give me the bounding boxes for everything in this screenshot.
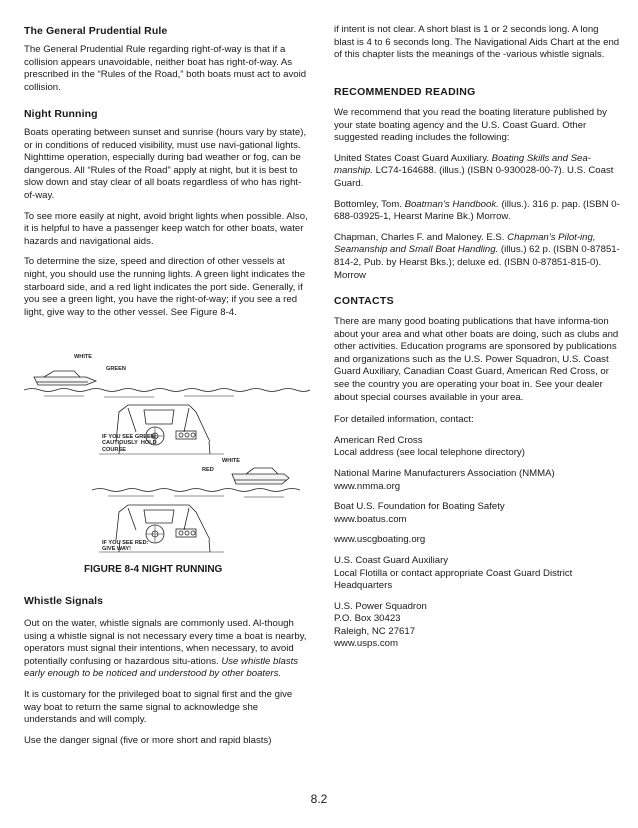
contact-red-cross: American Red Cross Local address (see local telephone directory) [334,434,525,459]
general-rule-section [24,25,310,94]
whistle-continuation: if intent is not clear. A short blast is 1 or 2 seconds long. A long blast is 4 to 6 seconds long. The Navigational Aids Chart at the end of this chapter lists the meanings of the -various whistle signals. [334,24,620,61]
ref-2-author: Bottomley, Tom. [334,198,405,210]
night-running-p3: To determine the size, speed and direction of other vessels at night, you should use the running lights. A green light indicates the starboard side, and a red light indicates the port side. Generally, if you see a green light, you have the right-of-way; if you see a red light, give way to the other vessel. See Figure 8-4. [24,256,306,318]
reading-ref-1 [334,153,620,191]
recommended-reading-heading: RECOMMENDED READING [334,86,476,98]
whistle-p1 [24,618,310,681]
contact-nmma: National Marine Manufacturers Association (NMMA) www.nmma.org [334,467,555,492]
ref-2-title: Boatman’s Handbook. [404,198,499,210]
contacts-detail: For detailed information, contact: [334,414,474,426]
general-rule-body: The General Prudential Rule regarding right-of-way is that if a collision appears unavoidable, neither boat has right-of-way. As prescribed in the “Rules of the Road,” both boats must act to avoid collision. [24,44,307,93]
contacts-section [334,295,620,651]
recommended-reading-section [334,86,620,282]
contacts-intro: There are many good boating publications that have informa-tion about your area and what other boats are doing, such as clubs and other activities. Education programs are sponsored by publications and organizations such as the U.S. Power Squadron, U.S. Coast Guard Auxiliary, Canadian Coast Guard, American Red Cross, or see the country you are operating your boat in. See your dealer about special courses available in your area. [334,316,619,403]
whistle-heading: Whistle Signals [24,595,104,607]
contact-boatus: Boat U.S. Foundation for Boating Safety www.boatus.com [334,501,505,525]
general-rule-heading: The General Prudential Rule [24,25,168,37]
ref-1-author: United States Coast Guard Auxiliary. [334,152,492,164]
label-red: RED [202,467,214,473]
contacts-heading: CONTACTS [334,295,394,307]
ref-3-details: (illus.) 62 p. (ISBN 0-87851-814-2, Pub. by Hearst Bks.); deluxe ed. (ISBN 0-87851-815-0). Morrow [334,244,620,281]
label-green: GREEN [106,366,126,372]
whistle-p1-italic: Use whistle blasts early enough to be noticed and understood by other boaters. [24,655,299,680]
label-white-middle: WHITE [222,458,241,464]
label-white-top: WHITE [74,354,93,360]
ref-2-details: (illus.). 316 p. pap. (ISBN 0-688-03925-1, Hearst Marine Bk.) Morrow. [334,198,620,223]
contact-uscgboating: www.uscgboating.org [334,534,426,546]
ref-1-details: LC74-164688. (illus.) (ISBN 0-930028-00-7). U.S. Coast Guard. [334,165,614,189]
contact-cg-auxiliary: U.S. Coast Guard Auxiliary Local Flotilla or contact appropriate Coast Guard District Headquarters [334,554,573,592]
figure-caption: FIGURE 8-4 NIGHT RUNNING [84,564,223,575]
reading-ref-2 [334,199,620,224]
page-number: 8.2 [310,792,328,806]
figure-night-running [24,350,310,582]
night-running-section [24,108,310,319]
ref-3-title: Chapman’s Pilot-ing, Seamanship and Small Boat Handling. [334,231,596,256]
contact-power-squadron: U.S. Power Squadron P.O. Box 30423 Raleigh, NC 27617 www.usps.com [334,600,427,650]
whistle-p1-text: Out on the water, whistle signals are commonly used. Al-though using a whistle signal is not necessary every time a boat is nearby, operators must signal their intentions, when necessary, to avoid potentially confusing or hazardous situ-ations. [24,618,307,667]
ref-3-author: Chapman, Charles F. and Maloney. E.S. [334,231,508,243]
whistle-p3: Use the danger signal (five or more short and rapid blasts) [24,734,272,746]
whistle-section [24,595,310,747]
night-running-p1: Boats operating between sunset and sunrise (hours vary by state), or in conditions of reduced visibility, must use navi-gational lights. Nighttime operation, especially during bad weather or fog, can be dangerous. All “Rules of the Road” apply at night, but it is best to slow down and stay clear of all boats regardless of who has right-of-way. [24,127,307,201]
label-if-red: IF YOU SEE RED: GIVE WAY! [102,540,149,553]
night-running-illustration [24,350,310,565]
night-running-p2: To see more easily at night, avoid bright lights when possible. Also, it is helpful to have a passenger keep watch for other boats, water hazards and navigational aids. [24,210,308,247]
reading-ref-3 [334,232,620,282]
ref-1-title: Boating Skills and Sea-manship. [334,152,591,177]
label-if-green: IF YOU SEE GREEN: CAUTIOUSLY HOLD COURSE [102,434,157,453]
night-running-heading: Night Running [24,108,98,120]
whistle-p2: It is customary for the privileged boat to signal first and the give way boat to return the same signal to acknowledge she understands and will comply. [24,688,293,726]
reading-intro: We recommend that you read the boating literature published by your state boating agency and the U.S. Coast Guard. Other suggested reading includes the following: [334,107,607,144]
